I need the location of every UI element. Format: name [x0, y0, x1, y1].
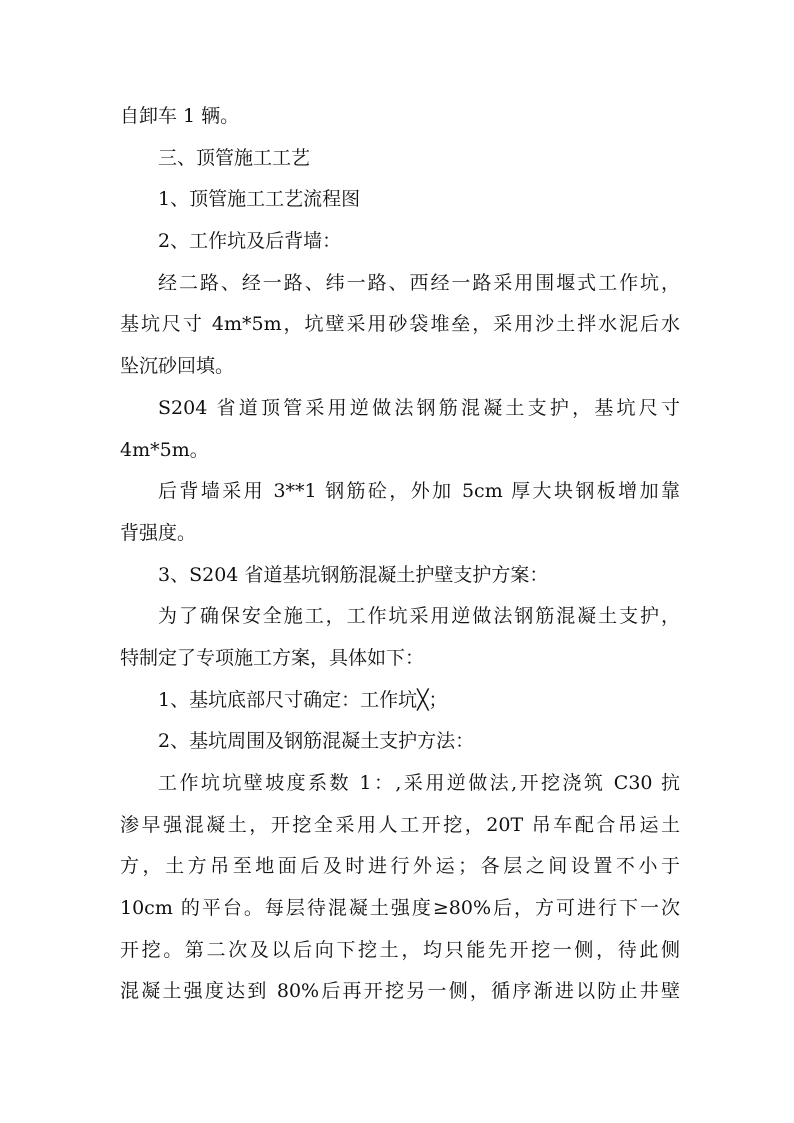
- text-line: 渗早强混凝土，开挖全采用人工开挖，20T 吊车配合吊运土: [120, 813, 680, 836]
- text-line: 开挖。第二次及以后向下挖土，均只能先开挖一侧，待此侧: [120, 938, 680, 961]
- text-line: 1、顶管施工工艺流程图: [158, 188, 361, 211]
- text-line: 2、工作坑及后背墙：: [158, 230, 342, 253]
- text-line: 后背墙采用 3**1 钢筋砼，外加 5cm 厚大块钢板增加靠: [158, 480, 680, 503]
- text-line: 基坑尺寸 4m*5m，坑壁采用砂袋堆垒，采用沙土拌水泥后水: [120, 313, 680, 336]
- text-line: 为了确保安全施工，工作坑采用逆做法钢筋混凝土支护，: [158, 605, 680, 628]
- text-line: 三、顶管施工工艺: [158, 146, 311, 169]
- text-line: 3、S204 省道基坑钢筋混凝土护壁支护方案：: [158, 563, 549, 586]
- document-body: [120, 96, 680, 1013]
- text-line: 自卸车 1 辆。: [120, 105, 240, 127]
- text-line: 方，土方吊至地面后及时进行外运；各层之间设置不小于: [120, 855, 680, 878]
- text-line: 特制定了专项施工方案，具体如下：: [120, 646, 425, 669]
- text-line: 工作坑坑壁坡度系数 1：,采用逆做法,开挖浇筑 C30 抗: [158, 772, 680, 794]
- text-line: 10cm 的平台。每层待混凝土强度≥80%后，方可进行下一次: [120, 897, 680, 920]
- text-line: 背强度。: [120, 521, 197, 544]
- text-line: 经二路、经一路、纬一路、西经一路采用围堰式工作坑，: [158, 271, 680, 294]
- text-line: 坠沉砂回填。: [120, 355, 235, 378]
- text-line: S204 省道顶管采用逆做法钢筋混凝土支护，基坑尺寸: [158, 396, 680, 419]
- text-line: 4m*5m。: [120, 438, 209, 461]
- text-line: 1、基坑底部尺寸确定：工作坑╳；: [158, 688, 448, 711]
- text-line: 2、基坑周围及钢筋混凝土支护方法：: [158, 730, 475, 753]
- text-line: 混凝土强度达到 80%后再开挖另一侧，循序渐进以防止井壁: [120, 980, 680, 1003]
